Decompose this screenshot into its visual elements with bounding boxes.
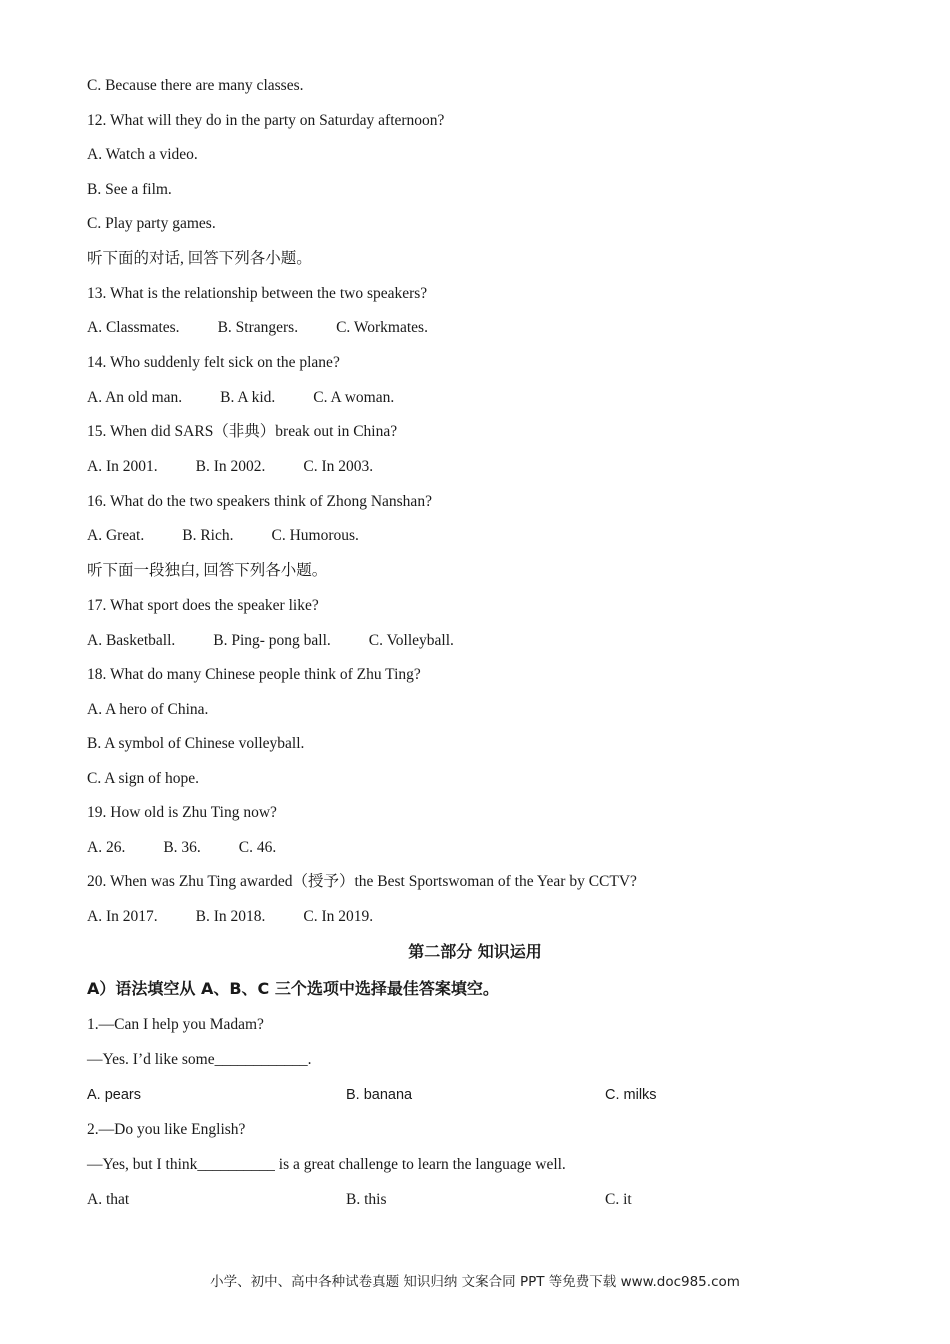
q18-option-a: A. A hero of China. <box>87 701 209 718</box>
q14-option-c: C. A woman. <box>313 389 395 406</box>
q18-question: 18. What do many Chinese people think of Zhu Ting? <box>87 666 421 683</box>
q20-question: 20. When was Zhu Ting awarded（授予）the Best Sportswoman of the Year by CCTV? <box>87 873 637 890</box>
q19-option-b: B. 36. <box>163 839 201 856</box>
p2-q2-option-a: A. that <box>87 1191 130 1208</box>
section-a-instruction: A）语法填空从 A、B、C 三个选项中选择最佳答案填空。 <box>87 979 499 998</box>
q20-option-a: A. In 2017. <box>87 908 158 925</box>
q17-option-b: B. Ping- pong ball. <box>213 632 331 649</box>
q13-option-c: C. Workmates. <box>336 319 428 336</box>
page-footer: 小学、初中、高中各种试卷真题 知识归纳 文案合同 PPT 等免费下载 www.doc985.com <box>210 1274 740 1290</box>
q18-option-b: B. A symbol of Chinese volleyball. <box>87 735 305 752</box>
part2-title: 第二部分 知识运用 <box>408 942 542 961</box>
q16-option-b: B. Rich. <box>182 527 234 544</box>
q16-option-c: C. Humorous. <box>271 527 359 544</box>
p2-q1-line2: —Yes. I’d like some____________. <box>87 1051 312 1068</box>
q19-options <box>87 838 276 858</box>
p2-q1-line1: 1.—Can I help you Madam? <box>87 1016 264 1033</box>
q16-options <box>87 526 359 546</box>
q12-question: 12. What will they do in the party on Saturday afternoon? <box>87 112 445 129</box>
q16-option-a: A. Great. <box>87 527 145 544</box>
q12-option-a: A. Watch a video. <box>87 146 198 163</box>
q15-question: 15. When did SARS（非典）break out in China? <box>87 423 398 440</box>
p2-q2-line1: 2.—Do you like English? <box>87 1121 246 1138</box>
q20-option-c: C. In 2019. <box>303 908 374 925</box>
q19-question: 19. How old is Zhu Ting now? <box>87 804 277 821</box>
p2-q1-option-b: B. banana <box>346 1087 413 1103</box>
q14-question: 14. Who suddenly felt sick on the plane? <box>87 354 340 371</box>
q11-option-c: C. Because there are many classes. <box>87 77 304 94</box>
q18-option-c: C. A sign of hope. <box>87 770 199 787</box>
q17-options <box>87 631 454 651</box>
q12-option-b: B. See a film. <box>87 181 172 198</box>
q15-option-b: B. In 2002. <box>195 458 266 475</box>
q17-option-c: C. Volleyball. <box>368 632 454 649</box>
q17-option-a: A. Basketball. <box>87 632 176 649</box>
q20-options <box>87 907 373 927</box>
q14-option-b: B. A kid. <box>220 389 276 406</box>
p2-q2-line2: —Yes, but I think__________ is a great challenge to learn the language well. <box>87 1156 566 1173</box>
p2-q2-option-b: B. this <box>346 1191 387 1208</box>
q13-option-a: A. Classmates. <box>87 319 180 336</box>
p2-q1-option-c: C. milks <box>605 1087 657 1103</box>
p2-q2-option-c: C. it <box>605 1191 632 1208</box>
q14-option-a: A. An old man. <box>87 389 183 406</box>
q15-options <box>87 457 373 477</box>
q20-option-b: B. In 2018. <box>195 908 266 925</box>
q13-option-b: B. Strangers. <box>217 319 299 336</box>
q12-option-c: C. Play party games. <box>87 215 216 232</box>
instruction-dialogue: 听下面的对话, 回答下列各小题。 <box>87 250 312 267</box>
q15-option-a: A. In 2001. <box>87 458 158 475</box>
q13-options <box>87 318 428 338</box>
q19-option-c: C. 46. <box>238 839 277 856</box>
q19-option-a: A. 26. <box>87 839 126 856</box>
q14-options <box>87 388 394 408</box>
instruction-monologue: 听下面一段独白, 回答下列各小题。 <box>87 562 328 579</box>
q15-option-c: C. In 2003. <box>303 458 374 475</box>
p2-q1-option-a: A. pears <box>87 1087 141 1103</box>
q16-question: 16. What do the two speakers think of Zhong Nanshan? <box>87 493 432 510</box>
q13-question: 13. What is the relationship between the two speakers? <box>87 285 428 302</box>
q17-question: 17. What sport does the speaker like? <box>87 597 319 614</box>
